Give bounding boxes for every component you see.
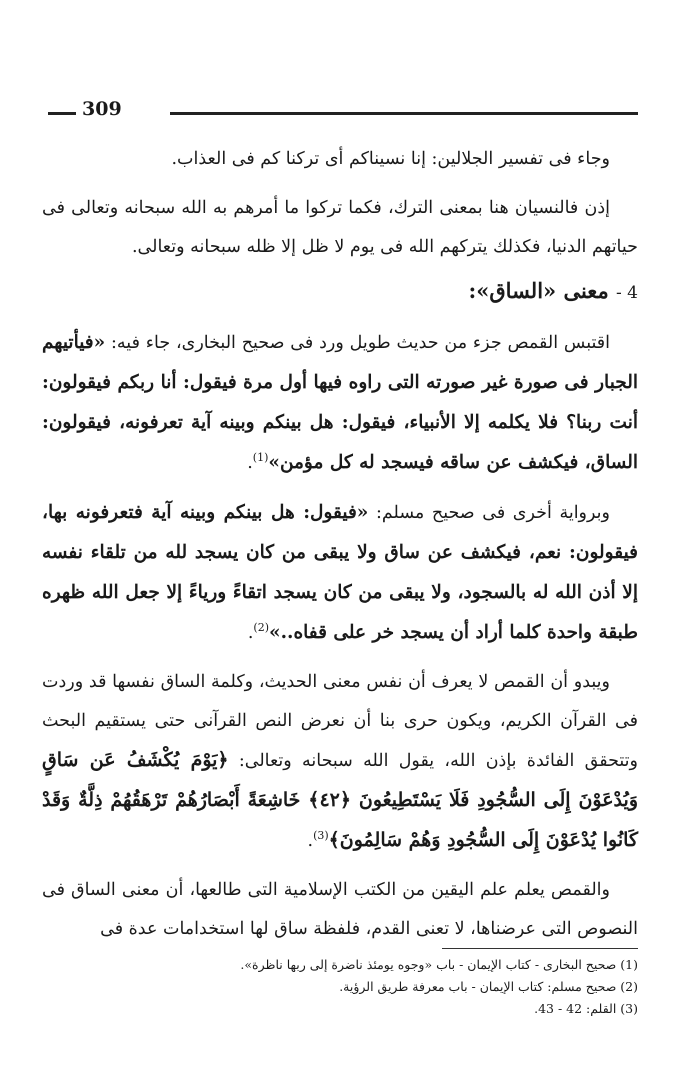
bukhari-hadith-quote: «فيأتيهم الجبار فى صورة غير صورته التى راوه فيها أول مرة فيقول: أنا ربكم فيقولون: أنت ربنا؟ فلا يكلمه إلا الأنبياء، فيقول: هل بينكم وبينه آية تعرفونه، فيقولون: الساق، فيكشف عن ساقه فيسجد له كل مؤمن» — [42, 332, 638, 473]
paragraph-saq-meaning: والقمص يعلم علم اليقين من الكتب الإسلامية التى طالعها، أن معنى الساق فى النصوص التى عرضناها، لا تعنى القدم، فلفظة ساق لها استخدامات عدة فى — [42, 880, 638, 939]
header-dash — [48, 112, 76, 115]
page-body — [42, 140, 638, 949]
bukhari-end: . — [247, 453, 253, 473]
quran-end: . — [307, 831, 314, 851]
paragraph-bukhari — [42, 323, 638, 483]
muslim-intro: وبرواية أخرى فى صحيح مسلم: — [368, 503, 610, 523]
footnotes — [42, 954, 638, 1020]
footnote-1: (1) صحيح البخارى - كتاب الإيمان - باب «وجوه يومئذ ناضرة إلى ربها ناظرة». — [240, 957, 638, 972]
footnote-ref-1: (1) — [252, 451, 269, 465]
paragraph-jalalayn: وجاء فى تفسير الجلالين: إنا نسيناكم أى تركنا كم فى العذاب. — [171, 149, 610, 169]
paragraph-quran — [42, 663, 638, 861]
muslim-end: . — [247, 623, 254, 643]
footnote-3: (3) القلم: 42 - 43. — [534, 1001, 638, 1016]
section-heading — [42, 273, 638, 311]
paragraph-muslim — [42, 493, 638, 653]
quran-intro: ويبدو أن القمص لا يعرف أن نفس معنى الحديث، وكلمة الساق نفسها قد وردت فى القرآن الكريم، ويكون حرى بنا أن نعرض النص القرآنى حتى يستقيم البحث وتتحقق الفائدة بإذن الله، يقول الله سبحانه وتعالى: — [42, 672, 639, 771]
footnote-rule — [442, 948, 638, 949]
footnote-ref-2: (2) — [253, 621, 270, 635]
footnote-2: (2) صحيح مسلم: كتاب الإيمان - باب معرفة طريق الرؤية. — [339, 979, 638, 994]
quran-verse-quote: ﴿يَوْمَ يُكْشَفُ عَن سَاقٍ وَيُدْعَوْنَ إِلَى السُّجُودِ فَلَا يَسْتَطِيعُونَ ﴿٤٢﴾ خَاشِعَةً أَبْصَارُهُمْ تَرْهَقُهُمْ ذِلَّةٌ وَقَدْ كَانُوا يُدْعَوْنَ إِلَى السُّجُودِ وَهُمْ سَالِمُونَ﴾ — [42, 749, 638, 851]
paragraph-forgetting: إذن فالنسيان هنا بمعنى الترك، فكما تركوا ما أمرهم به الله سبحانه وتعالى فى حياتهم الدنيا، فكذلك يتركهم الله فى يوم لا ظل إلا ظله سبحانه وتعالى. — [42, 198, 638, 257]
footnote-ref-3: (3) — [313, 829, 329, 843]
section-title: معنى «الساق»: — [468, 278, 609, 303]
header-rule — [170, 112, 638, 115]
bukhari-intro: اقتبس القمص جزء من حديث طويل ورد فى صحيح البخارى، جاء فيه: — [105, 333, 610, 353]
page-header — [48, 98, 638, 124]
section-number: 4 - — [616, 283, 638, 303]
muslim-hadith-quote: «فيقول: هل بينكم وبينه آية فتعرفونه بها، فيقولون: نعم، فيكشف عن ساق ولا يبقى من كان يسجد لله من تلقاء نفسه إلا أذن الله له بالسجود، ولا يبقى من كان يسجد اتقاءً ورياءً إلا جعل الله ظهره طبقة واحدة كلما أراد أن يسجد خر على قفاه..» — [42, 502, 638, 643]
page-number: 309 — [82, 98, 122, 120]
